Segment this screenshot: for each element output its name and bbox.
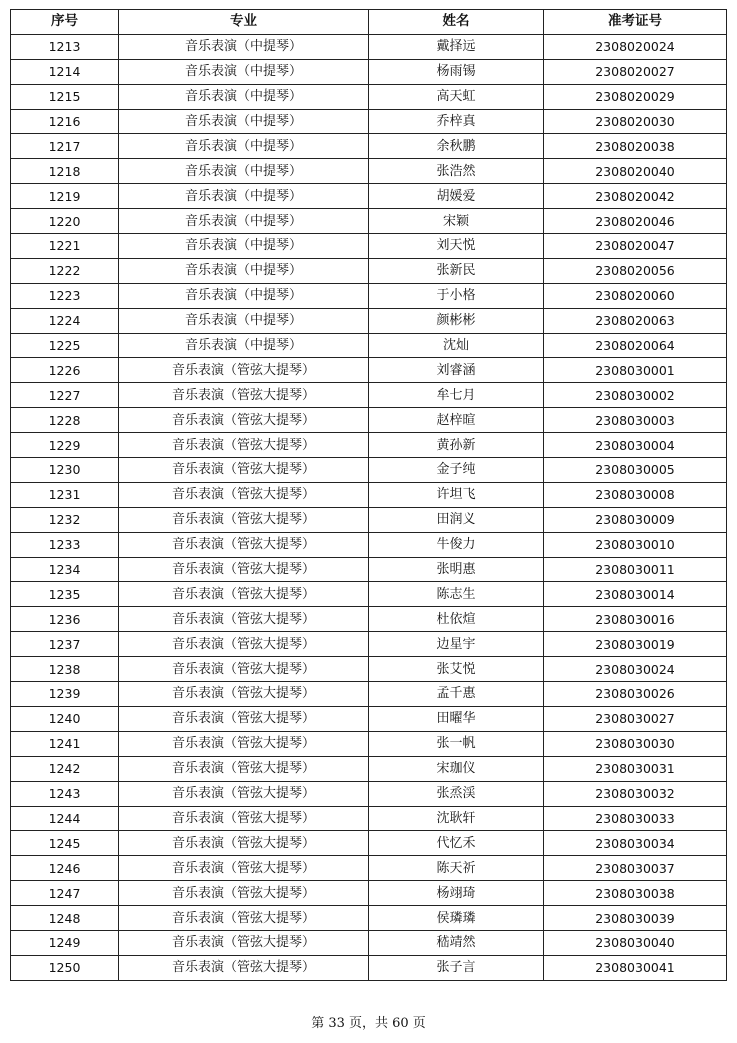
cell-seq: 1248 xyxy=(11,906,119,931)
cell-name: 张艾悦 xyxy=(369,657,544,682)
cell-major: 音乐表演（管弦大提琴） xyxy=(119,557,369,582)
cell-major: 音乐表演（中提琴） xyxy=(119,109,369,134)
cell-major: 音乐表演（管弦大提琴） xyxy=(119,458,369,483)
cell-exam-id: 2308030003 xyxy=(544,408,727,433)
cell-exam-id: 2308030026 xyxy=(544,682,727,707)
cell-major: 音乐表演（管弦大提琴） xyxy=(119,930,369,955)
cell-major: 音乐表演（管弦大提琴） xyxy=(119,955,369,980)
table-row xyxy=(11,856,727,881)
cell-exam-id: 2308020060 xyxy=(544,283,727,308)
cell-name: 嵇靖然 xyxy=(369,930,544,955)
cell-name: 牟七月 xyxy=(369,383,544,408)
cell-exam-id: 2308030033 xyxy=(544,806,727,831)
cell-major: 音乐表演（管弦大提琴） xyxy=(119,358,369,383)
table-row xyxy=(11,881,727,906)
cell-seq: 1215 xyxy=(11,84,119,109)
cell-seq: 1219 xyxy=(11,184,119,209)
table-row xyxy=(11,109,727,134)
table-row xyxy=(11,806,727,831)
cell-seq: 1226 xyxy=(11,358,119,383)
cell-exam-id: 2308020030 xyxy=(544,109,727,134)
cell-name: 陈天祈 xyxy=(369,856,544,881)
cell-major: 音乐表演（管弦大提琴） xyxy=(119,482,369,507)
table-row xyxy=(11,283,727,308)
cell-seq: 1221 xyxy=(11,234,119,259)
cell-name: 陈志生 xyxy=(369,582,544,607)
table-row xyxy=(11,308,727,333)
table-row xyxy=(11,209,727,234)
table-body xyxy=(11,34,727,980)
cell-name: 张烝渓 xyxy=(369,781,544,806)
cell-major: 音乐表演（管弦大提琴） xyxy=(119,657,369,682)
cell-major: 音乐表演（管弦大提琴） xyxy=(119,781,369,806)
cell-name: 刘睿涵 xyxy=(369,358,544,383)
table-row xyxy=(11,134,727,159)
table-row xyxy=(11,756,727,781)
header-major: 专业 xyxy=(119,10,369,35)
cell-seq: 1239 xyxy=(11,682,119,707)
cell-seq: 1243 xyxy=(11,781,119,806)
cell-exam-id: 2308030002 xyxy=(544,383,727,408)
cell-exam-id: 2308030039 xyxy=(544,906,727,931)
cell-seq: 1234 xyxy=(11,557,119,582)
table-row xyxy=(11,781,727,806)
cell-name: 代忆禾 xyxy=(369,831,544,856)
table-header-row xyxy=(11,10,727,35)
table-row xyxy=(11,59,727,84)
cell-name: 张子言 xyxy=(369,955,544,980)
cell-exam-id: 2308030010 xyxy=(544,532,727,557)
cell-major: 音乐表演（中提琴） xyxy=(119,84,369,109)
cell-name: 高天虹 xyxy=(369,84,544,109)
cell-seq: 1218 xyxy=(11,159,119,184)
cell-seq: 1249 xyxy=(11,930,119,955)
cell-major: 音乐表演（中提琴） xyxy=(119,283,369,308)
cell-seq: 1224 xyxy=(11,308,119,333)
table-row xyxy=(11,731,727,756)
cell-name: 宋颖 xyxy=(369,209,544,234)
cell-name: 杨雨锡 xyxy=(369,59,544,84)
cell-major: 音乐表演（管弦大提琴） xyxy=(119,881,369,906)
cell-name: 赵梓暄 xyxy=(369,408,544,433)
cell-exam-id: 2308020064 xyxy=(544,333,727,358)
table-row xyxy=(11,482,727,507)
table-row xyxy=(11,607,727,632)
table-row xyxy=(11,333,727,358)
cell-major: 音乐表演（管弦大提琴） xyxy=(119,408,369,433)
cell-major: 音乐表演（管弦大提琴） xyxy=(119,806,369,831)
cell-seq: 1236 xyxy=(11,607,119,632)
cell-seq: 1250 xyxy=(11,955,119,980)
table-row xyxy=(11,507,727,532)
cell-name: 张一帆 xyxy=(369,731,544,756)
cell-seq: 1244 xyxy=(11,806,119,831)
cell-exam-id: 2308030001 xyxy=(544,358,727,383)
cell-major: 音乐表演（管弦大提琴） xyxy=(119,706,369,731)
cell-seq: 1223 xyxy=(11,283,119,308)
cell-exam-id: 2308030032 xyxy=(544,781,727,806)
cell-major: 音乐表演（中提琴） xyxy=(119,258,369,283)
table-row xyxy=(11,234,727,259)
table-row xyxy=(11,906,727,931)
cell-exam-id: 2308030040 xyxy=(544,930,727,955)
cell-exam-id: 2308030031 xyxy=(544,756,727,781)
cell-name: 张明惠 xyxy=(369,557,544,582)
table-row xyxy=(11,632,727,657)
cell-major: 音乐表演（管弦大提琴） xyxy=(119,582,369,607)
cell-exam-id: 2308020024 xyxy=(544,34,727,59)
cell-exam-id: 2308030030 xyxy=(544,731,727,756)
cell-name: 胡媛爱 xyxy=(369,184,544,209)
table-row xyxy=(11,34,727,59)
cell-seq: 1242 xyxy=(11,756,119,781)
cell-major: 音乐表演（管弦大提琴） xyxy=(119,383,369,408)
cell-exam-id: 2308020027 xyxy=(544,59,727,84)
cell-exam-id: 2308020042 xyxy=(544,184,727,209)
cell-seq: 1225 xyxy=(11,333,119,358)
cell-seq: 1222 xyxy=(11,258,119,283)
cell-major: 音乐表演（管弦大提琴） xyxy=(119,682,369,707)
cell-exam-id: 2308030014 xyxy=(544,582,727,607)
cell-name: 田润义 xyxy=(369,507,544,532)
table-row xyxy=(11,582,727,607)
cell-exam-id: 2308030009 xyxy=(544,507,727,532)
cell-exam-id: 2308030041 xyxy=(544,955,727,980)
cell-exam-id: 2308030024 xyxy=(544,657,727,682)
cell-major: 音乐表演（管弦大提琴） xyxy=(119,756,369,781)
cell-exam-id: 2308020047 xyxy=(544,234,727,259)
cell-exam-id: 2308030037 xyxy=(544,856,727,881)
cell-major: 音乐表演（管弦大提琴） xyxy=(119,731,369,756)
table-row xyxy=(11,706,727,731)
cell-seq: 1238 xyxy=(11,657,119,682)
cell-seq: 1246 xyxy=(11,856,119,881)
cell-major: 音乐表演（管弦大提琴） xyxy=(119,856,369,881)
cell-seq: 1229 xyxy=(11,433,119,458)
cell-major: 音乐表演（中提琴） xyxy=(119,134,369,159)
cell-major: 音乐表演（中提琴） xyxy=(119,234,369,259)
header-name: 姓名 xyxy=(369,10,544,35)
cell-name: 余秋鹏 xyxy=(369,134,544,159)
cell-exam-id: 2308020040 xyxy=(544,159,727,184)
table-row xyxy=(11,159,727,184)
admission-table xyxy=(10,9,727,981)
cell-name: 宋珈仪 xyxy=(369,756,544,781)
cell-major: 音乐表演（管弦大提琴） xyxy=(119,906,369,931)
table-row xyxy=(11,955,727,980)
cell-major: 音乐表演（管弦大提琴） xyxy=(119,532,369,557)
cell-major: 音乐表演（中提琴） xyxy=(119,59,369,84)
header-exam-id: 准考证号 xyxy=(544,10,727,35)
table-row xyxy=(11,84,727,109)
table-row xyxy=(11,682,727,707)
cell-name: 侯璘璘 xyxy=(369,906,544,931)
cell-name: 牛俊力 xyxy=(369,532,544,557)
cell-seq: 1245 xyxy=(11,831,119,856)
cell-name: 黄孙新 xyxy=(369,433,544,458)
header-seq: 序号 xyxy=(11,10,119,35)
table-row xyxy=(11,433,727,458)
cell-exam-id: 2308030034 xyxy=(544,831,727,856)
cell-name: 沈耿轩 xyxy=(369,806,544,831)
cell-seq: 1237 xyxy=(11,632,119,657)
cell-name: 孟千惠 xyxy=(369,682,544,707)
cell-name: 颜彬彬 xyxy=(369,308,544,333)
cell-seq: 1217 xyxy=(11,134,119,159)
table-row xyxy=(11,930,727,955)
admission-list-sheet xyxy=(10,9,726,981)
cell-name: 刘天悦 xyxy=(369,234,544,259)
cell-seq: 1232 xyxy=(11,507,119,532)
cell-major: 音乐表演（中提琴） xyxy=(119,34,369,59)
cell-exam-id: 2308020046 xyxy=(544,209,727,234)
cell-exam-id: 2308030027 xyxy=(544,706,727,731)
cell-seq: 1240 xyxy=(11,706,119,731)
cell-exam-id: 2308030005 xyxy=(544,458,727,483)
table-row xyxy=(11,408,727,433)
cell-exam-id: 2308020056 xyxy=(544,258,727,283)
cell-name: 田曜华 xyxy=(369,706,544,731)
cell-name: 边星宇 xyxy=(369,632,544,657)
cell-major: 音乐表演（中提琴） xyxy=(119,209,369,234)
cell-seq: 1233 xyxy=(11,532,119,557)
cell-seq: 1235 xyxy=(11,582,119,607)
cell-seq: 1220 xyxy=(11,209,119,234)
cell-exam-id: 2308030016 xyxy=(544,607,727,632)
cell-name: 许坦飞 xyxy=(369,482,544,507)
cell-name: 杨翊琦 xyxy=(369,881,544,906)
cell-exam-id: 2308020029 xyxy=(544,84,727,109)
cell-name: 于小格 xyxy=(369,283,544,308)
cell-seq: 1213 xyxy=(11,34,119,59)
cell-name: 乔梓真 xyxy=(369,109,544,134)
cell-seq: 1228 xyxy=(11,408,119,433)
cell-name: 张新民 xyxy=(369,258,544,283)
cell-name: 沈灿 xyxy=(369,333,544,358)
table-row xyxy=(11,557,727,582)
table-row xyxy=(11,184,727,209)
cell-name: 张浩然 xyxy=(369,159,544,184)
cell-major: 音乐表演（管弦大提琴） xyxy=(119,831,369,856)
cell-exam-id: 2308020038 xyxy=(544,134,727,159)
cell-major: 音乐表演（中提琴） xyxy=(119,308,369,333)
table-row xyxy=(11,458,727,483)
table-row xyxy=(11,258,727,283)
table-row xyxy=(11,383,727,408)
cell-seq: 1241 xyxy=(11,731,119,756)
cell-exam-id: 2308030011 xyxy=(544,557,727,582)
cell-major: 音乐表演（中提琴） xyxy=(119,159,369,184)
cell-exam-id: 2308030038 xyxy=(544,881,727,906)
cell-major: 音乐表演（管弦大提琴） xyxy=(119,433,369,458)
cell-exam-id: 2308030004 xyxy=(544,433,727,458)
cell-seq: 1247 xyxy=(11,881,119,906)
cell-major: 音乐表演（中提琴） xyxy=(119,333,369,358)
cell-exam-id: 2308020063 xyxy=(544,308,727,333)
cell-major: 音乐表演（管弦大提琴） xyxy=(119,507,369,532)
cell-major: 音乐表演（管弦大提琴） xyxy=(119,607,369,632)
page-number-footer: 第 33 页，共 60 页 xyxy=(311,1016,426,1031)
cell-major: 音乐表演（管弦大提琴） xyxy=(119,632,369,657)
cell-major: 音乐表演（中提琴） xyxy=(119,184,369,209)
cell-name: 金子纯 xyxy=(369,458,544,483)
cell-exam-id: 2308030008 xyxy=(544,482,727,507)
cell-seq: 1230 xyxy=(11,458,119,483)
table-row xyxy=(11,532,727,557)
cell-name: 杜依煊 xyxy=(369,607,544,632)
cell-seq: 1216 xyxy=(11,109,119,134)
table-row xyxy=(11,657,727,682)
cell-seq: 1231 xyxy=(11,482,119,507)
table-row xyxy=(11,358,727,383)
cell-exam-id: 2308030019 xyxy=(544,632,727,657)
cell-name: 戴择远 xyxy=(369,34,544,59)
table-row xyxy=(11,831,727,856)
cell-seq: 1227 xyxy=(11,383,119,408)
cell-seq: 1214 xyxy=(11,59,119,84)
